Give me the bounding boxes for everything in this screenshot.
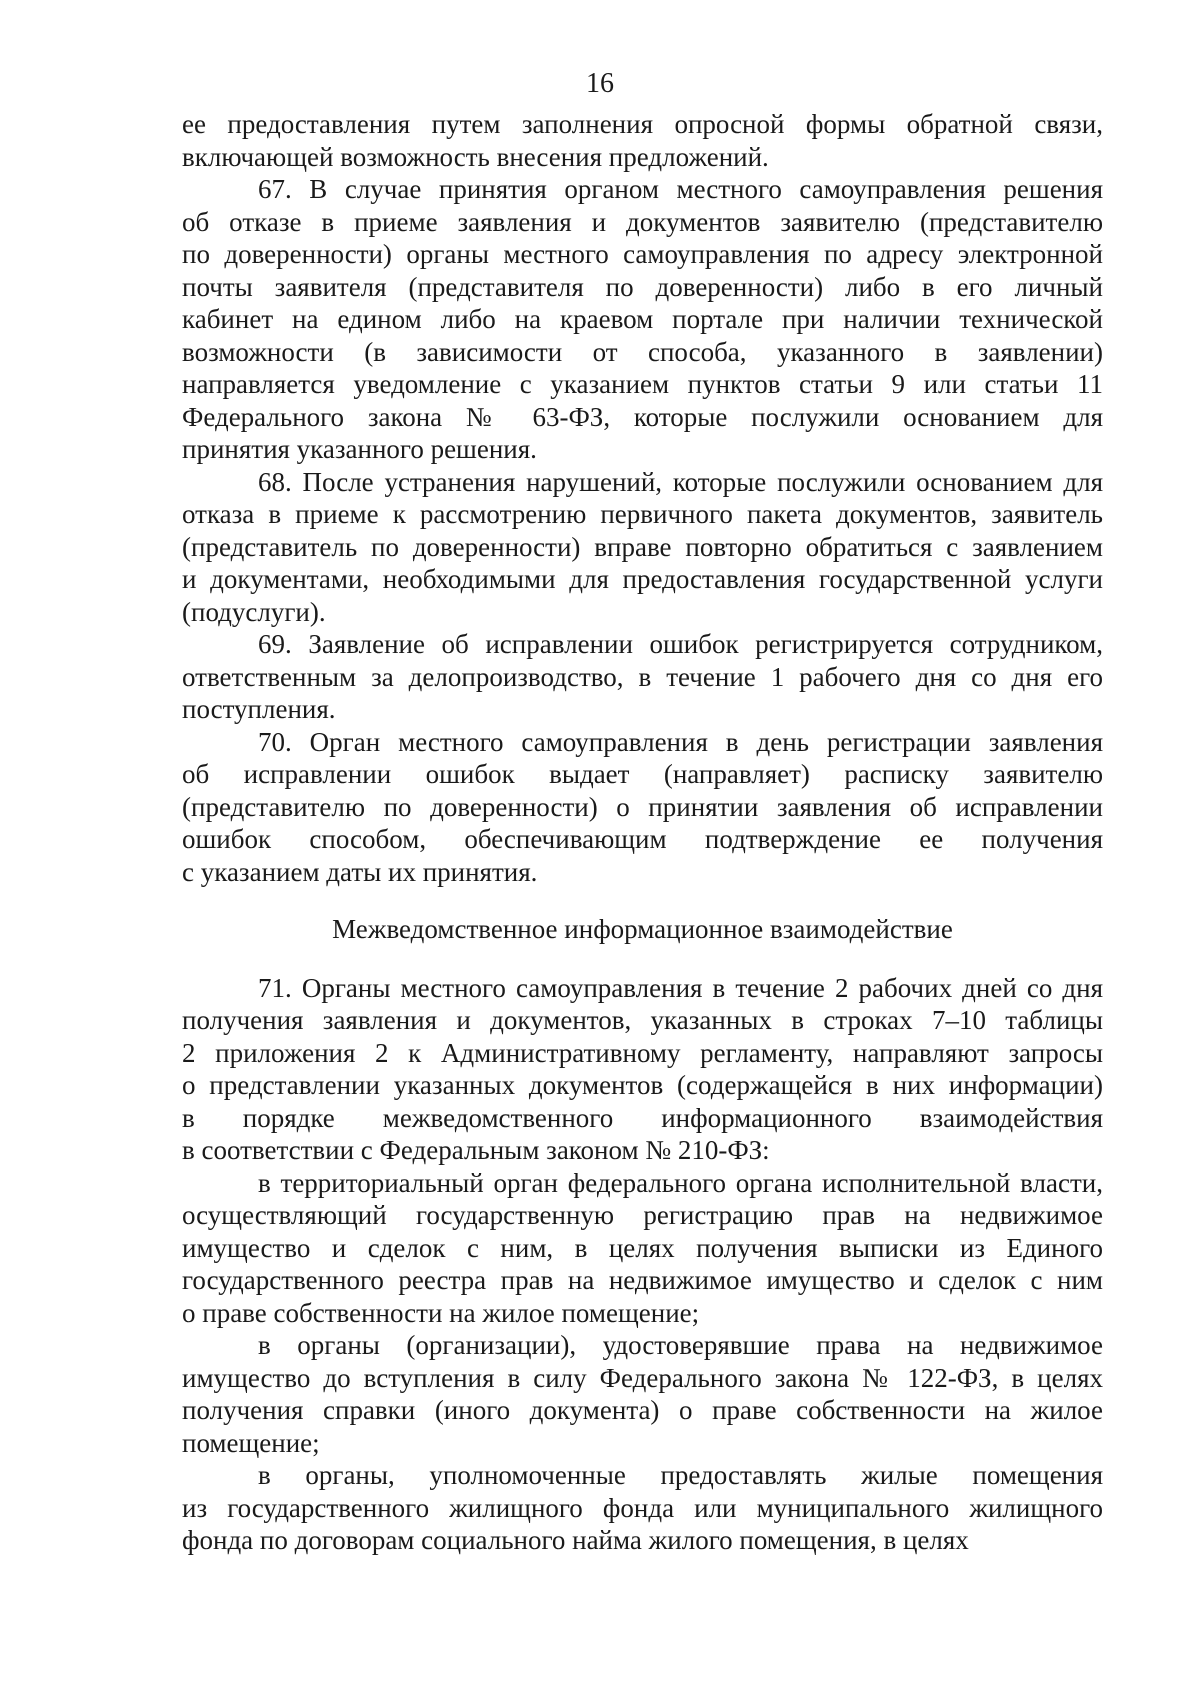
text-line: 69. Заявление об исправлении ошибок регистрируется сотрудником, bbox=[258, 629, 1103, 659]
text-line: государственного реестра прав на недвижимое имущество и сделок с ним bbox=[182, 1265, 1103, 1295]
text-line: поступления. bbox=[182, 694, 336, 724]
paragraph bbox=[182, 173, 1103, 466]
text-line: в органы (организации), удостоверявшие права на недвижимое bbox=[258, 1330, 1103, 1360]
text-line: помещение; bbox=[182, 1427, 320, 1458]
page-number: 16 bbox=[586, 68, 614, 99]
text-line: в соответствии с Федеральным законом № 210-ФЗ: bbox=[182, 1135, 770, 1165]
paragraph bbox=[182, 466, 1103, 629]
text-line: 2 приложения 2 к Административному регламенту, направляют запросы bbox=[182, 1037, 1103, 1068]
text-line: о представлении указанных документов (содержащейся в них информации) bbox=[182, 1070, 1103, 1100]
text-line: включающей возможность внесения предложений. bbox=[182, 141, 769, 172]
text-line: почты заявителя (представителя по доверенности) либо в его личный bbox=[182, 271, 1103, 302]
paragraph bbox=[182, 726, 1103, 889]
text-line: принятия указанного решения. bbox=[182, 434, 537, 464]
text-line: отказа в приеме к рассмотрению первичного пакета документов, заявитель bbox=[182, 499, 1103, 529]
text-line: получения справки (иного документа) о праве собственности на жилое bbox=[182, 1395, 1103, 1425]
text-line: в территориальный орган федерального органа исполнительной власти, bbox=[258, 1167, 1103, 1198]
text-line: имущество до вступления в силу Федерального закона № 122-ФЗ, в целях bbox=[182, 1362, 1103, 1393]
text-line: фонда по договорам социального найма жилого помещения, в целях bbox=[182, 1525, 969, 1555]
paragraph bbox=[182, 628, 1103, 726]
text-line: в порядке межведомственного информационного взаимодействия bbox=[182, 1102, 1103, 1133]
text-line: направляется уведомление с указанием пунктов статьи 9 или статьи 11 bbox=[182, 369, 1103, 399]
text-line: с указанием даты их принятия. bbox=[182, 856, 538, 887]
text-line: (представителю по доверенности) о принятии заявления об исправлении bbox=[182, 791, 1103, 822]
text-line: ее предоставления путем заполнения опросной формы обратной связи, bbox=[182, 109, 1103, 139]
text-line: осуществляющий государственную регистрацию прав на недвижимое bbox=[182, 1200, 1103, 1230]
paragraph bbox=[182, 1459, 1103, 1557]
paragraph bbox=[182, 108, 1103, 173]
document-body bbox=[182, 108, 1103, 1557]
text-line: (подуслуги). bbox=[182, 596, 326, 627]
text-line: об отказе в приеме заявления и документов заявителю (представителю bbox=[182, 206, 1103, 237]
paragraph bbox=[182, 1167, 1103, 1330]
text-line: и документами, необходимыми для предоставления государственной услуги bbox=[182, 564, 1103, 594]
text-line: по доверенности) органы местного самоуправления по адресу электронной bbox=[182, 239, 1103, 269]
text-line: имущество и сделок с ним, в целях получения выписки из Единого bbox=[182, 1232, 1103, 1263]
paragraph bbox=[182, 1329, 1103, 1459]
text-line: Федерального закона № 63-ФЗ, которые послужили основанием для bbox=[182, 401, 1103, 432]
text-line: (представитель по доверенности) вправе повторно обратиться с заявлением bbox=[182, 531, 1103, 562]
text-line: ответственным за делопроизводство, в течение 1 рабочего дня со дня его bbox=[182, 661, 1103, 692]
paragraph bbox=[182, 972, 1103, 1167]
text-line: в органы, уполномоченные предоставлять жилые помещения bbox=[258, 1460, 1103, 1490]
text-line: кабинет на едином либо на краевом портале при наличии технической bbox=[182, 304, 1103, 334]
text-line: 70. Орган местного самоуправления в день регистрации заявления bbox=[258, 726, 1103, 757]
text-line: получения заявления и документов, указанных в строках 7–10 таблицы bbox=[182, 1005, 1103, 1035]
text-line: ошибок способом, обеспечивающим подтверждение ее получения bbox=[182, 824, 1103, 854]
section-heading: Межведомственное информационное взаимодействие bbox=[332, 914, 953, 944]
text-line: об исправлении ошибок выдает (направляет) расписку заявителю bbox=[182, 759, 1103, 789]
text-line: из государственного жилищного фонда или муниципального жилищного bbox=[182, 1492, 1103, 1523]
text-line: 67. В случае принятия органом местного самоуправления решения bbox=[258, 174, 1103, 204]
text-line: 68. После устранения нарушений, которые послужили основанием для bbox=[258, 466, 1103, 497]
text-line: о праве собственности на жилое помещение; bbox=[182, 1297, 700, 1328]
text-line: возможности (в зависимости от способа, указанного в заявлении) bbox=[182, 336, 1103, 367]
text-line: 71. Органы местного самоуправления в течение 2 рабочих дней со дня bbox=[258, 972, 1103, 1003]
